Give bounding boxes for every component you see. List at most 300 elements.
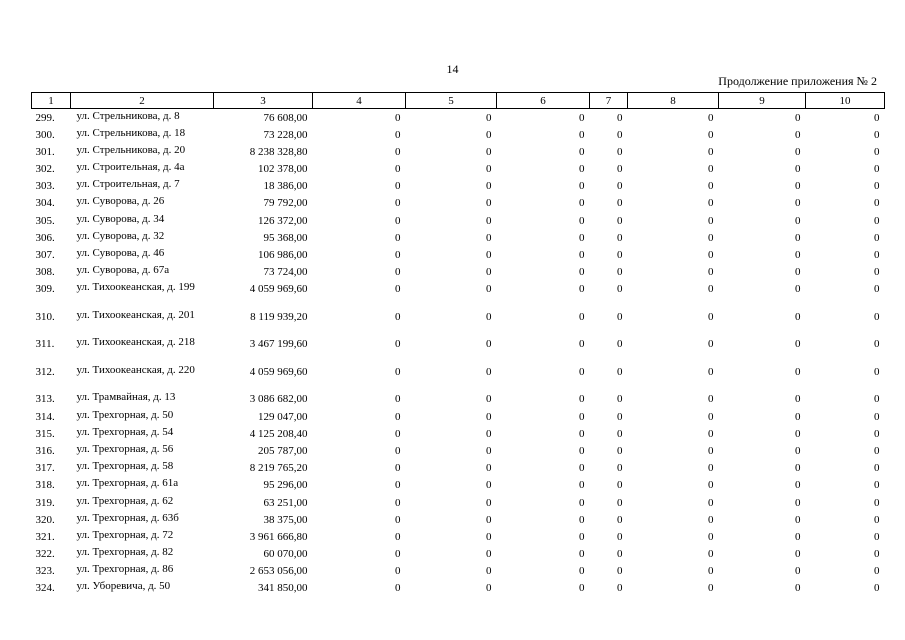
column-header-2: 2 (71, 93, 214, 109)
table-row (32, 194, 885, 211)
row-value-col-9: 0 (795, 444, 801, 457)
row-value-col-8: 0 (708, 180, 714, 193)
row-value-col-9: 0 (795, 513, 801, 526)
row-value-col-8: 0 (708, 513, 714, 526)
row-address: ул. Суворова, д. 34 (76, 212, 165, 225)
row-value-col-5: 0 (486, 479, 492, 492)
row-value-col-8: 0 (708, 249, 714, 261)
table-row (32, 390, 885, 407)
row-value-col-9: 0 (795, 548, 801, 561)
row-value-col-6: 0 (579, 283, 585, 296)
row-amount: 3 467 199,60 (249, 338, 308, 351)
row-number: 302. (35, 163, 55, 176)
row-amount: 126 372,00 (258, 214, 308, 227)
row-value-col-4: 0 (395, 214, 401, 227)
row-number: 300. (35, 128, 55, 141)
continuation-title: Продолжение приложения № 2 (718, 74, 877, 88)
row-amount: 18 386,00 (263, 180, 308, 193)
column-header-9: 9 (719, 93, 806, 109)
row-value-col-8: 0 (708, 548, 714, 561)
row-value-col-8: 0 (708, 410, 714, 423)
row-value-col-6: 0 (579, 249, 585, 261)
row-value-col-10: 0 (874, 266, 880, 279)
row-number: 305. (35, 214, 55, 227)
row-amount: 76 608,00 (263, 112, 308, 124)
row-value-col-5: 0 (486, 427, 492, 440)
row-value-col-5: 0 (486, 231, 492, 244)
row-value-col-6: 0 (579, 496, 585, 509)
row-value-col-7: 0 (617, 444, 623, 457)
table-row (32, 308, 885, 336)
row-address: ул. Тихоокеанская, д. 220 (76, 363, 195, 376)
row-amount: 8 238 328,80 (249, 145, 308, 158)
row-value-col-9: 0 (795, 338, 801, 351)
row-value-col-10: 0 (874, 310, 880, 323)
row-value-col-9: 0 (795, 582, 801, 595)
row-value-col-7: 0 (617, 310, 623, 323)
row-value-col-9: 0 (795, 479, 801, 492)
row-address: ул. Уборевича, д. 50 (76, 580, 171, 593)
row-value-col-4: 0 (395, 338, 401, 351)
row-value-col-10: 0 (874, 231, 880, 244)
row-number: 321. (35, 530, 55, 543)
row-value-col-5: 0 (486, 283, 492, 296)
row-address: ул. Трехгорная, д. 62 (76, 494, 174, 507)
row-value-col-4: 0 (395, 231, 401, 244)
row-number: 308. (35, 266, 55, 279)
row-value-col-9: 0 (795, 231, 801, 244)
data-table (31, 92, 885, 597)
table-row (32, 459, 885, 476)
row-value-col-7: 0 (617, 128, 623, 141)
row-value-col-8: 0 (708, 197, 714, 210)
row-value-col-10: 0 (874, 338, 880, 351)
row-value-col-8: 0 (708, 214, 714, 227)
row-value-col-6: 0 (579, 410, 585, 423)
row-number: 323. (35, 565, 55, 578)
row-value-col-9: 0 (795, 283, 801, 296)
row-amount: 95 368,00 (263, 231, 308, 244)
row-value-col-4: 0 (395, 365, 401, 378)
row-value-col-9: 0 (795, 112, 801, 124)
row-address: ул. Трехгорная, д. 56 (76, 442, 174, 455)
row-value-col-7: 0 (617, 410, 623, 423)
table-row (32, 177, 885, 194)
row-amount: 8 219 765,20 (249, 462, 308, 475)
row-value-col-7: 0 (617, 163, 623, 176)
row-value-col-7: 0 (617, 266, 623, 279)
row-address: ул. Трехгорная, д. 61а (76, 477, 179, 490)
row-address: ул. Строительная, д. 4а (76, 161, 185, 174)
table-row (32, 494, 885, 511)
table-row (32, 109, 885, 126)
row-number: 314. (35, 410, 55, 423)
table-row (32, 280, 885, 308)
row-address: ул. Трехгорная, д. 72 (76, 528, 174, 541)
row-amount: 73 724,00 (263, 266, 308, 279)
table-row (32, 511, 885, 528)
row-value-col-5: 0 (486, 365, 492, 378)
row-address: ул. Стрельникова, д. 18 (76, 126, 186, 139)
row-value-col-9: 0 (795, 410, 801, 423)
row-value-col-6: 0 (579, 444, 585, 457)
row-value-col-10: 0 (874, 365, 880, 378)
row-amount: 73 228,00 (263, 128, 308, 141)
row-value-col-4: 0 (395, 427, 401, 440)
row-value-col-9: 0 (795, 163, 801, 176)
row-value-col-10: 0 (874, 249, 880, 261)
row-value-col-4: 0 (395, 266, 401, 279)
row-value-col-9: 0 (795, 530, 801, 543)
row-address: ул. Трехгорная, д. 86 (76, 563, 174, 576)
row-value-col-6: 0 (579, 180, 585, 193)
row-value-col-7: 0 (617, 249, 623, 261)
row-value-col-9: 0 (795, 496, 801, 509)
row-value-col-10: 0 (874, 163, 880, 176)
row-value-col-4: 0 (395, 462, 401, 475)
row-value-col-8: 0 (708, 427, 714, 440)
column-header-4: 4 (313, 93, 406, 109)
row-value-col-8: 0 (708, 530, 714, 543)
row-address: ул. Суворова, д. 46 (76, 247, 165, 259)
table-row (32, 160, 885, 177)
row-value-col-7: 0 (617, 462, 623, 475)
row-value-col-7: 0 (617, 365, 623, 378)
row-value-col-7: 0 (617, 393, 623, 406)
page-number: 14 (446, 62, 459, 76)
row-value-col-9: 0 (795, 365, 801, 378)
row-value-col-8: 0 (708, 266, 714, 279)
row-amount: 8 119 939,20 (250, 310, 308, 323)
table-header-row (32, 93, 885, 109)
row-value-col-8: 0 (708, 393, 714, 406)
row-value-col-8: 0 (708, 479, 714, 492)
row-value-col-4: 0 (395, 112, 401, 124)
row-number: 316. (35, 444, 55, 457)
row-value-col-4: 0 (395, 180, 401, 193)
row-value-col-6: 0 (579, 365, 585, 378)
row-address: ул. Суворова, д. 32 (76, 229, 165, 242)
row-address: ул. Трехгорная, д. 58 (76, 460, 174, 473)
row-value-col-4: 0 (395, 582, 401, 595)
row-number: 307. (35, 249, 55, 261)
row-value-col-8: 0 (708, 365, 714, 378)
column-header-10: 10 (806, 93, 885, 109)
row-value-col-5: 0 (486, 163, 492, 176)
row-value-col-10: 0 (874, 180, 880, 193)
row-number: 306. (35, 231, 55, 244)
row-value-col-5: 0 (486, 145, 492, 158)
row-value-col-5: 0 (486, 393, 492, 406)
row-value-col-9: 0 (795, 180, 801, 193)
row-value-col-6: 0 (579, 530, 585, 543)
row-value-col-10: 0 (874, 530, 880, 543)
row-value-col-7: 0 (617, 479, 623, 492)
row-number: 315. (35, 427, 55, 440)
row-value-col-5: 0 (486, 180, 492, 193)
row-value-col-7: 0 (617, 582, 623, 595)
row-address: ул. Трехгорная, д. 82 (76, 546, 174, 559)
row-value-col-10: 0 (874, 214, 880, 227)
table-row (32, 363, 885, 391)
row-value-col-8: 0 (708, 582, 714, 595)
row-value-col-9: 0 (795, 462, 801, 475)
row-value-col-10: 0 (874, 410, 880, 423)
row-value-col-6: 0 (579, 479, 585, 492)
row-address: ул. Трехгорная, д. 63б (76, 511, 179, 524)
row-value-col-5: 0 (486, 410, 492, 423)
column-header-5: 5 (406, 93, 497, 109)
row-value-col-7: 0 (617, 530, 623, 543)
row-value-col-6: 0 (579, 197, 585, 210)
row-value-col-5: 0 (486, 548, 492, 561)
row-value-col-6: 0 (579, 145, 585, 158)
row-value-col-6: 0 (579, 338, 585, 351)
table-row (32, 229, 885, 246)
column-header-7: 7 (590, 93, 628, 109)
row-value-col-7: 0 (617, 231, 623, 244)
table-row (32, 562, 885, 579)
row-value-col-6: 0 (579, 462, 585, 475)
row-amount: 106 986,00 (258, 249, 308, 261)
row-value-col-8: 0 (708, 462, 714, 475)
row-amount: 95 296,00 (263, 479, 308, 492)
row-value-col-9: 0 (795, 310, 801, 323)
row-number: 318. (35, 479, 55, 492)
row-amount: 3 961 666,80 (249, 530, 308, 543)
row-value-col-4: 0 (395, 513, 401, 526)
row-number: 320. (35, 513, 55, 526)
row-value-col-9: 0 (795, 128, 801, 141)
row-value-col-6: 0 (579, 163, 585, 176)
row-value-col-7: 0 (617, 338, 623, 351)
row-value-col-10: 0 (874, 479, 880, 492)
row-value-col-10: 0 (874, 197, 880, 210)
row-number: 313. (35, 393, 55, 406)
row-value-col-10: 0 (874, 427, 880, 440)
row-value-col-4: 0 (395, 283, 401, 296)
table-row (32, 126, 885, 143)
row-value-col-4: 0 (395, 145, 401, 158)
row-amount: 129 047,00 (258, 410, 308, 423)
row-number: 322. (35, 548, 55, 561)
row-number: 319. (35, 496, 55, 509)
row-value-col-10: 0 (874, 112, 880, 124)
row-value-col-4: 0 (395, 496, 401, 509)
row-number: 309. (35, 283, 55, 296)
row-value-col-6: 0 (579, 214, 585, 227)
table-row (32, 408, 885, 425)
row-address: ул. Тихоокеанская, д. 218 (76, 336, 195, 349)
row-value-col-5: 0 (486, 112, 492, 124)
row-number: 304. (35, 197, 55, 210)
row-value-col-10: 0 (874, 513, 880, 526)
row-address: ул. Стрельникова, д. 20 (76, 143, 186, 156)
row-address: ул. Суворова, д. 26 (76, 195, 165, 208)
table-row (32, 528, 885, 545)
row-number: 324. (35, 582, 55, 595)
row-value-col-5: 0 (486, 462, 492, 475)
row-value-col-4: 0 (395, 548, 401, 561)
row-value-col-4: 0 (395, 565, 401, 578)
row-value-col-4: 0 (395, 197, 401, 210)
row-address: ул. Трехгорная, д. 54 (76, 425, 174, 438)
row-value-col-8: 0 (708, 112, 714, 124)
row-value-col-8: 0 (708, 231, 714, 244)
row-value-col-8: 0 (708, 496, 714, 509)
row-value-col-9: 0 (795, 427, 801, 440)
row-value-col-8: 0 (708, 128, 714, 141)
row-value-col-7: 0 (617, 214, 623, 227)
row-value-col-9: 0 (795, 249, 801, 261)
row-address: ул. Трехгорная, д. 50 (76, 408, 174, 421)
row-value-col-6: 0 (579, 582, 585, 595)
row-amount: 341 850,00 (258, 582, 308, 595)
row-address: ул. Строительная, д. 7 (76, 178, 180, 191)
row-value-col-7: 0 (617, 548, 623, 561)
row-value-col-4: 0 (395, 410, 401, 423)
row-amount: 4 125 208,40 (249, 427, 308, 440)
row-value-col-4: 0 (395, 444, 401, 457)
row-value-col-6: 0 (579, 565, 585, 578)
table-row (32, 246, 885, 263)
row-value-col-6: 0 (579, 548, 585, 561)
row-value-col-10: 0 (874, 128, 880, 141)
column-header-6: 6 (497, 93, 590, 109)
table-row (32, 263, 885, 280)
row-value-col-6: 0 (579, 112, 585, 124)
row-amount: 4 059 969,60 (249, 365, 308, 378)
table-row (32, 476, 885, 493)
row-value-col-9: 0 (795, 197, 801, 210)
row-value-col-5: 0 (486, 496, 492, 509)
row-value-col-4: 0 (395, 530, 401, 543)
row-number: 303. (35, 180, 55, 193)
row-value-col-6: 0 (579, 427, 585, 440)
row-value-col-9: 0 (795, 266, 801, 279)
column-header-1: 1 (32, 93, 71, 109)
row-amount: 4 059 969,60 (249, 283, 308, 296)
row-value-col-5: 0 (486, 530, 492, 543)
row-value-col-10: 0 (874, 582, 880, 595)
row-value-col-7: 0 (617, 513, 623, 526)
row-value-col-7: 0 (617, 180, 623, 193)
row-value-col-6: 0 (579, 266, 585, 279)
column-header-8: 8 (628, 93, 719, 109)
row-amount: 3 086 682,00 (249, 393, 308, 406)
row-value-col-7: 0 (617, 112, 623, 124)
row-value-col-4: 0 (395, 163, 401, 176)
row-number: 310. (35, 310, 55, 323)
row-number: 301. (35, 145, 55, 158)
row-value-col-8: 0 (708, 444, 714, 457)
row-value-col-10: 0 (874, 145, 880, 158)
row-value-col-5: 0 (486, 338, 492, 351)
row-value-col-7: 0 (617, 197, 623, 210)
row-value-col-7: 0 (617, 283, 623, 296)
row-value-col-5: 0 (486, 266, 492, 279)
row-value-col-6: 0 (579, 513, 585, 526)
row-value-col-5: 0 (486, 128, 492, 141)
row-address: ул. Тихоокеанская, д. 199 (76, 281, 195, 294)
row-value-col-7: 0 (617, 427, 623, 440)
row-value-col-5: 0 (486, 197, 492, 210)
row-value-col-5: 0 (486, 513, 492, 526)
row-value-col-10: 0 (874, 496, 880, 509)
row-value-col-8: 0 (708, 338, 714, 351)
table-row (32, 579, 885, 596)
table-row (32, 425, 885, 442)
row-value-col-7: 0 (617, 145, 623, 158)
column-header-3: 3 (214, 93, 313, 109)
row-address: ул. Суворова, д. 67а (76, 264, 170, 277)
row-number: 312. (35, 365, 55, 378)
row-address: ул. Тихоокеанская, д. 201 (76, 308, 195, 321)
row-value-col-6: 0 (579, 393, 585, 406)
row-amount: 38 375,00 (263, 513, 308, 526)
row-value-col-8: 0 (708, 145, 714, 158)
row-value-col-6: 0 (579, 128, 585, 141)
row-value-col-8: 0 (708, 283, 714, 296)
row-value-col-10: 0 (874, 565, 880, 578)
row-value-col-10: 0 (874, 283, 880, 296)
table-row (32, 442, 885, 459)
row-number: 317. (35, 462, 55, 475)
row-value-col-9: 0 (795, 214, 801, 227)
table-row (32, 143, 885, 160)
row-number: 311. (35, 338, 55, 351)
row-value-col-9: 0 (795, 565, 801, 578)
row-number: 299. (35, 112, 55, 124)
row-value-col-4: 0 (395, 393, 401, 406)
row-value-col-7: 0 (617, 565, 623, 578)
row-address: ул. Трамвайная, д. 13 (76, 391, 176, 404)
row-amount: 79 792,00 (263, 197, 308, 210)
row-value-col-8: 0 (708, 565, 714, 578)
row-value-col-4: 0 (395, 128, 401, 141)
row-address: ул. Стрельникова, д. 8 (76, 110, 180, 122)
row-amount: 102 378,00 (258, 163, 308, 176)
row-value-col-5: 0 (486, 582, 492, 595)
row-value-col-10: 0 (874, 462, 880, 475)
table-row (32, 545, 885, 562)
row-value-col-10: 0 (874, 548, 880, 561)
row-amount: 2 653 056,00 (249, 565, 308, 578)
row-value-col-4: 0 (395, 249, 401, 261)
row-value-col-5: 0 (486, 249, 492, 261)
row-value-col-6: 0 (579, 310, 585, 323)
table-row (32, 212, 885, 229)
row-value-col-5: 0 (486, 310, 492, 323)
row-value-col-10: 0 (874, 444, 880, 457)
row-value-col-8: 0 (708, 310, 714, 323)
row-value-col-5: 0 (486, 565, 492, 578)
table-row (32, 335, 885, 363)
row-amount: 60 070,00 (263, 548, 308, 561)
row-value-col-5: 0 (486, 214, 492, 227)
row-value-col-10: 0 (874, 393, 880, 406)
row-value-col-7: 0 (617, 496, 623, 509)
row-value-col-4: 0 (395, 310, 401, 323)
row-amount: 205 787,00 (258, 444, 308, 457)
row-value-col-9: 0 (795, 145, 801, 158)
row-amount: 63 251,00 (263, 496, 308, 509)
row-value-col-8: 0 (708, 163, 714, 176)
table-body (32, 109, 885, 597)
row-value-col-6: 0 (579, 231, 585, 244)
row-value-col-9: 0 (795, 393, 801, 406)
row-value-col-4: 0 (395, 479, 401, 492)
